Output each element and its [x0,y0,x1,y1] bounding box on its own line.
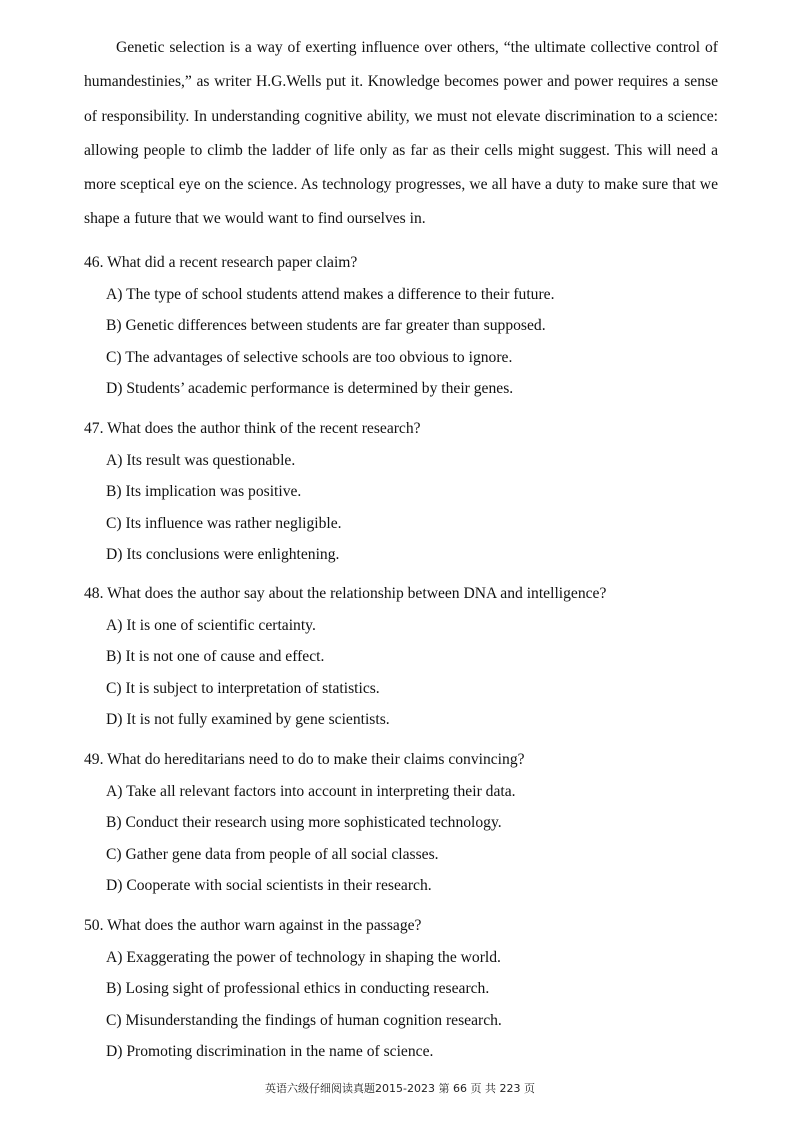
option-d: D) Its conclusions were enlightening. [106,546,340,563]
option-a: A) Its result was questionable. [106,451,296,469]
question-stem: 47. What does the author think of the recent research? [84,420,421,437]
option-b: B) Its implication was positive. [106,483,302,500]
question-49 [84,750,724,896]
question-46 [84,253,724,399]
option-b: B) Genetic differences between students are far greater than supposed. [106,317,546,334]
option-a: A) Exaggerating the power of technology in shaping the world. [106,948,501,966]
page-footer: 英语六级仔细阅读真题2015-2023 第 66 页 共 223 页 [265,1082,535,1095]
question-stem: 49. What do hereditarians need to do to make their claims convincing? [84,751,525,768]
option-d: D) Cooperate with social scientists in their research. [106,877,432,894]
question-stem: 46. What did a recent research paper claim? [84,254,358,271]
question-stem: 50. What does the author warn against in the passage? [84,917,422,934]
option-b: B) Conduct their research using more sophisticated technology. [106,814,502,831]
question-47 [84,419,724,565]
option-c: C) Misunderstanding the findings of human cognition research. [106,1011,502,1029]
option-a: A) It is one of scientific certainty. [106,616,316,634]
option-b: B) It is not one of cause and effect. [106,648,325,665]
question-50 [84,916,724,1062]
option-b: B) Losing sight of professional ethics in conducting research. [106,980,490,997]
question-stem: 48. What does the author say about the relationship between DNA and intelligence? [84,585,607,602]
option-d: D) Students’ academic performance is determined by their genes. [106,380,514,397]
option-d: D) It is not fully examined by gene scientists. [106,711,390,728]
question-48 [84,584,724,730]
option-c: C) It is subject to interpretation of statistics. [106,679,380,697]
option-a: A) The type of school students attend makes a difference to their future. [106,285,555,303]
option-a: A) Take all relevant factors into account in interpreting their data. [106,782,516,800]
option-c: C) Gather gene data from people of all social classes. [106,845,439,863]
option-d: D) Promoting discrimination in the name of science. [106,1043,434,1060]
option-c: C) Its influence was rather negligible. [106,514,342,532]
passage-paragraph: Genetic selection is a way of exerting influence over others, “the ultimate collective control of humandestinies,” as writer H.G.Wells put it. Knowledge becomes power and power requires a sense of responsibility. In understanding cognitive ability, we must not elevate discrimination to a science: allowing people to climb the ladder of life only as far as their cells might suggest. This will need a more sceptical eye on the science. As technology progresses, we all have a duty to make sure that we shape a future that we would want to find ourselves in. [84,39,718,228]
option-c: C) The advantages of selective schools are too obvious to ignore. [106,348,513,366]
